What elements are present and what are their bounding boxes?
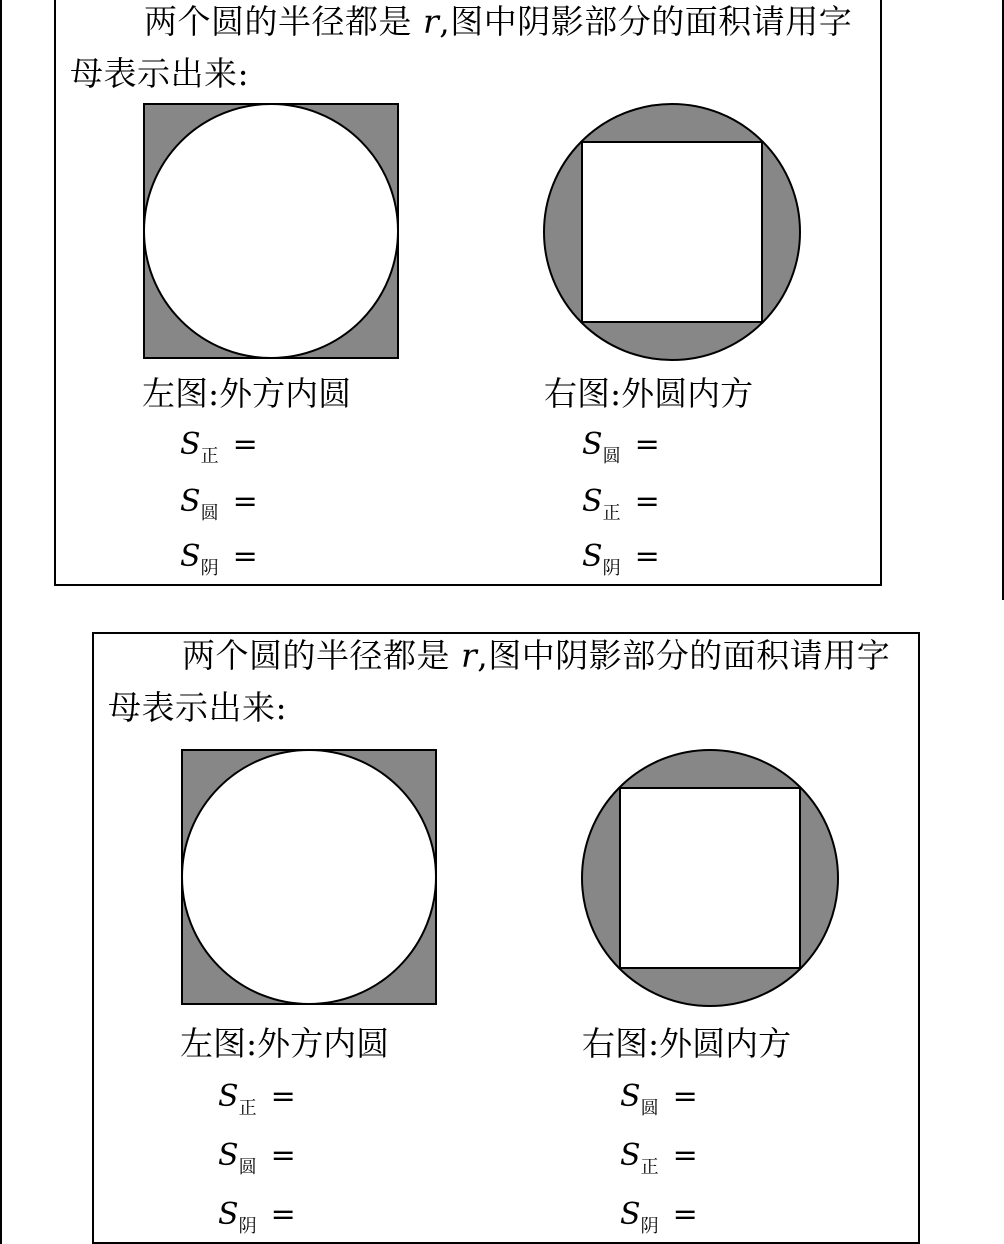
formula-left-2: $S_圆$ = bbox=[218, 1138, 296, 1178]
inscribed-square bbox=[620, 788, 800, 968]
problem-prompt: 两个圆的半径都是 r,图中阴影部分的面积请用字母表示出来: bbox=[70, 2, 853, 93]
problem-panel-bottom bbox=[92, 632, 920, 1244]
formula-right-2: $S_正$ = bbox=[620, 1138, 698, 1178]
formula-left-3: $S_阴$ = bbox=[180, 539, 258, 579]
caption-right: 右图:外圆内方 bbox=[544, 374, 754, 413]
inscribed-circle bbox=[182, 750, 436, 1004]
formula-right-3: $S_阴$ = bbox=[582, 539, 660, 579]
formula-left-2: $S_圆$ = bbox=[180, 484, 258, 524]
caption-right: 右图:外圆内方 bbox=[582, 1024, 792, 1063]
figure-circle-with-inscribed-square bbox=[542, 102, 806, 366]
formula-right-3: $S_阴$ = bbox=[620, 1197, 698, 1237]
formula-right-1: $S_圆$ = bbox=[582, 427, 660, 467]
formula-left-1: $S_正$ = bbox=[218, 1079, 296, 1119]
figure-circle-with-inscribed-square bbox=[580, 748, 844, 1012]
formula-left-1: $S_正$ = bbox=[180, 427, 258, 467]
figure-square-with-inscribed-circle bbox=[142, 102, 402, 362]
page-edge-left bbox=[0, 0, 2, 1244]
problem-prompt: 两个圆的半径都是 r,图中阴影部分的面积请用字母表示出来: bbox=[108, 636, 891, 727]
inscribed-circle bbox=[144, 104, 398, 358]
caption-left: 左图:外方内圆 bbox=[180, 1024, 390, 1063]
formula-right-1: $S_圆$ = bbox=[620, 1079, 698, 1119]
figure-square-with-inscribed-circle bbox=[180, 748, 440, 1008]
problem-panel-top bbox=[54, 0, 882, 586]
caption-left: 左图:外方内圆 bbox=[142, 374, 352, 413]
formula-left-3: $S_阴$ = bbox=[218, 1197, 296, 1237]
formula-right-2: $S_正$ = bbox=[582, 484, 660, 524]
inscribed-square bbox=[582, 142, 762, 322]
